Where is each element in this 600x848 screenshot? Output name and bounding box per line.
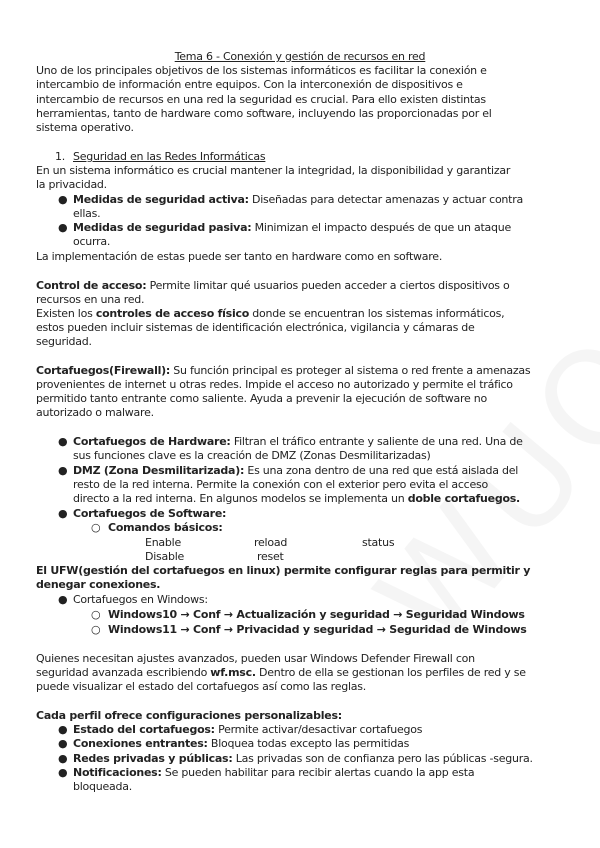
bullet: ●	[58, 752, 68, 765]
paragraph-line: La implementación de estas puede ser tanto en hardware como en software.	[36, 250, 443, 263]
paragraph-line: provenientes de internet u otras redes. Impide el acceso no autorizado y permite el tráfico	[36, 378, 513, 391]
bullet: ●	[58, 593, 68, 606]
paragraph-line: Cortafuegos(Firewall): Su función principal es proteger al sistema o red frente a amenazas	[36, 364, 531, 377]
list-item: DMZ (Zona Desmilitarizada): Es una zona dentro de una red que está aislada del	[73, 464, 519, 477]
section-number: 1.	[55, 150, 65, 163]
bullet: ●	[58, 435, 68, 448]
command: status	[362, 536, 395, 549]
paragraph-line: permitido tanto entrante como saliente. Ayuda a prevenir la ejecución de software no	[36, 392, 487, 405]
sub-bullet: ○	[91, 623, 101, 636]
sub-bullet: ○	[91, 608, 101, 621]
bullet: ●	[58, 766, 68, 779]
list-item: Cortafuegos de Hardware: Filtran el tráfico entrante y saliente de una red. Una de	[73, 435, 523, 448]
list-item: Windows11 → Conf → Privacidad y seguridad → Seguridad de Windows	[108, 623, 527, 636]
list-item-cont: resto de la red interna. Permite la conexión con el exterior pero evita el acceso	[73, 478, 488, 491]
list-item: Cortafuegos de Software:	[73, 507, 227, 520]
intro-line: Uno de los principales objetivos de los sistemas informáticos es facilitar la conexión e	[36, 64, 487, 77]
list-item: Medidas de seguridad activa: Diseñadas para detectar amenazas y actuar contra	[73, 193, 523, 206]
list-item: Comandos básicos:	[108, 521, 223, 534]
sub-bullet: ○	[91, 521, 101, 534]
list-item: Windows10 → Conf → Actualización y seguridad → Seguridad Windows	[108, 608, 525, 621]
bullet: ●	[58, 221, 68, 234]
list-item: Notificaciones: Se pueden habilitar para recibir alertas cuando la app esta	[73, 766, 475, 779]
list-item-cont: bloqueada.	[73, 780, 132, 793]
bullet: ●	[58, 193, 68, 206]
paragraph-line: seguridad avanzada escribiendo wf.msc. Dentro de ella se gestionan los perfiles de red y se	[36, 666, 526, 679]
intro-line: sistema operativo.	[36, 121, 134, 134]
bullet: ●	[58, 464, 68, 477]
paragraph-line: Control de acceso: Permite limitar qué usuarios pueden acceder a ciertos dispositivos o	[36, 279, 510, 292]
list-item-cont: sus funciones clave es la creación de DMZ (Zonas Desmilitarizadas)	[73, 449, 431, 462]
list-item: Conexiones entrantes: Bloquea todas excepto las permitidas	[73, 737, 410, 750]
page-title: Tema 6 - Conexión y gestión de recursos en red	[174, 50, 426, 63]
command: reload	[254, 536, 288, 549]
paragraph-line: autorizado o malware.	[36, 406, 154, 419]
list-item-cont: ocurra.	[73, 235, 111, 248]
paragraph-line: puede visualizar el estado del cortafuegos así como las reglas.	[36, 680, 366, 693]
list-item: Estado del cortafuegos: Permite activar/desactivar cortafuegos	[73, 723, 423, 736]
paragraph-line: la privacidad.	[36, 178, 107, 191]
intro-line: intercambio de recursos en una red la seguridad es crucial. Para ello existen distintas	[36, 93, 486, 106]
list-item: Redes privadas y públicas: Las privadas son de confianza pero las públicas -segura.	[73, 752, 533, 765]
section-heading: Seguridad en las Redes Informáticas	[73, 150, 266, 163]
list-item: Cortafuegos en Windows:	[73, 593, 208, 606]
command: Enable	[145, 536, 181, 549]
paragraph-line: estos pueden incluir sistemas de identificación electrónica, vigilancia y cámaras de	[36, 321, 475, 334]
paragraph-line: Existen los controles de acceso físico donde se encuentran los sistemas informáticos,	[36, 307, 505, 320]
bullet: ●	[58, 723, 68, 736]
paragraph-line: recursos en una red.	[36, 293, 145, 306]
paragraph-line: En un sistema informático es crucial mantener la integridad, la disponibilidad y garantizar	[36, 164, 511, 177]
command: Disable	[145, 550, 185, 563]
bullet: ●	[58, 507, 68, 520]
paragraph-line: El UFW(gestión del cortafuegos en linux) permite configurar reglas para permitir y	[36, 564, 531, 577]
list-item-cont: ellas.	[73, 207, 101, 220]
paragraph-line: seguridad.	[36, 335, 92, 348]
bullet: ●	[58, 737, 68, 750]
intro-line: intercambio de información entre equipos. Con la interconexión de dispositivos e	[36, 78, 463, 91]
paragraph-line: denegar conexiones.	[36, 578, 161, 591]
list-item-cont: directo a la red interna. En algunos modelos se implementa un doble cortafuegos.	[73, 492, 520, 505]
command: reset	[257, 550, 284, 563]
list-item: Medidas de seguridad pasiva: Minimizan el impacto después de que un ataque	[73, 221, 511, 234]
intro-line: herramientas, tanto de hardware como software, incluyendo las proporcionadas por el	[36, 107, 492, 120]
paragraph-line: Quienes necesitan ajustes avanzados, pueden usar Windows Defender Firewall con	[36, 652, 475, 665]
paragraph-line: Cada perfil ofrece configuraciones personalizables:	[36, 709, 342, 722]
